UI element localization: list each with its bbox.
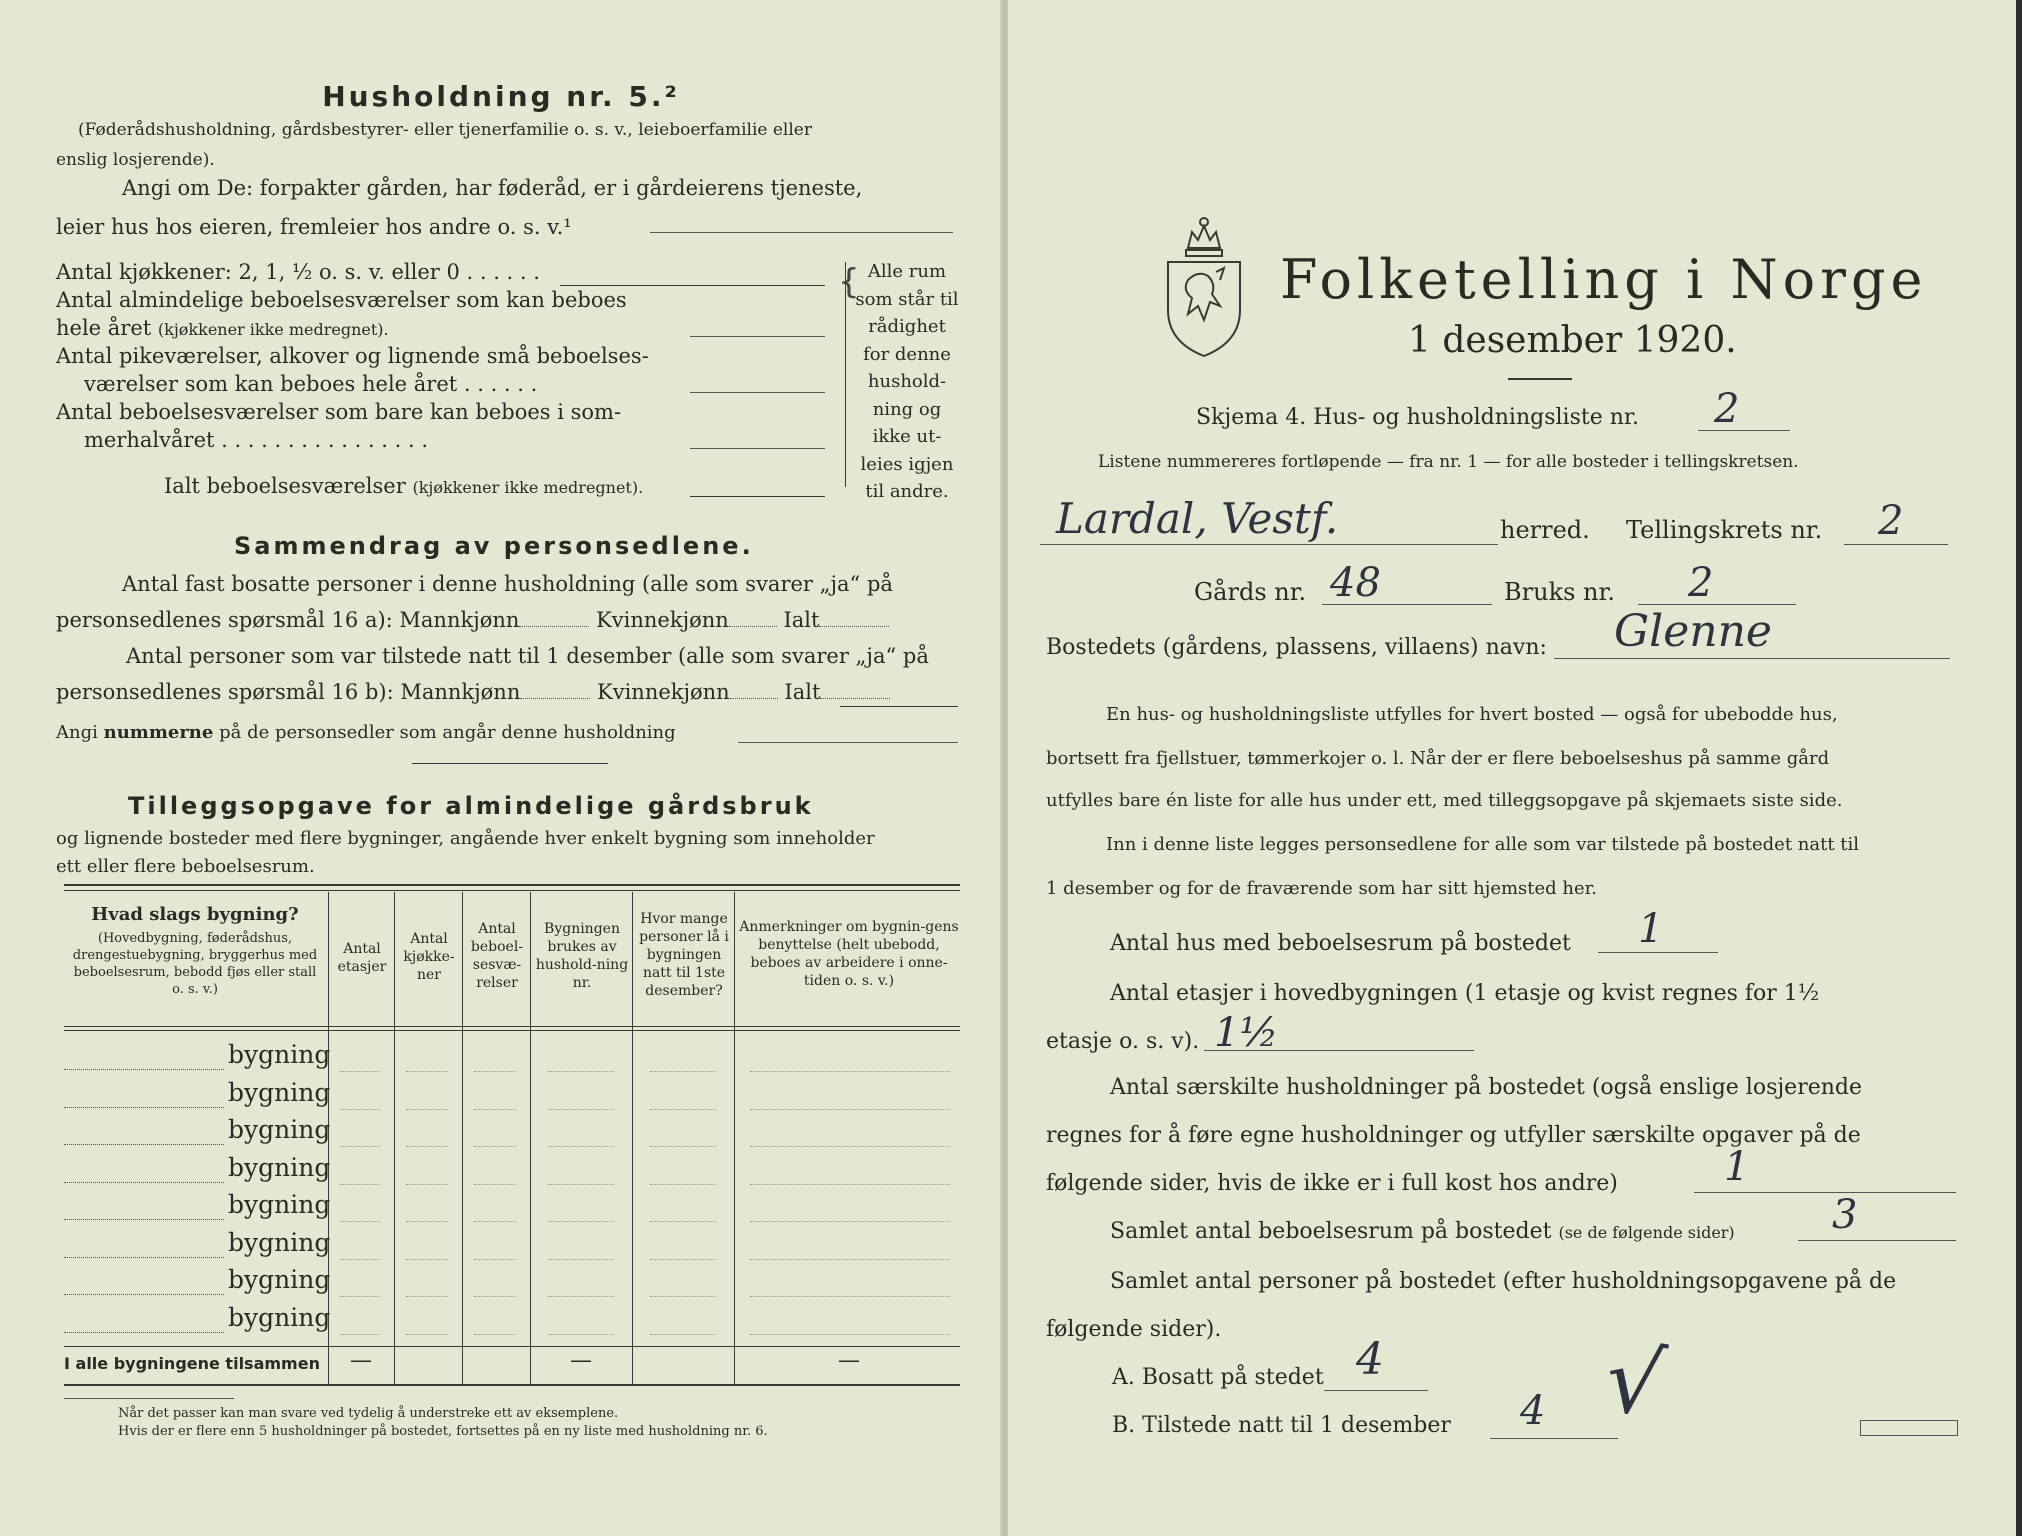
table-header-rule: [64, 1026, 960, 1027]
table-cell-line: [340, 1296, 380, 1297]
instruction-3: utfylles bare én liste for alle hus under ett, med tilleggsopgave på skjemaets siste side.: [1046, 790, 1843, 811]
table-row-answer-line: [64, 1144, 224, 1145]
schema-no-value: 2: [1714, 386, 1740, 432]
left-page: [0, 0, 1002, 1536]
side-note-line: rådighet: [868, 316, 946, 337]
q3-line: [1694, 1192, 1956, 1193]
table-cell-line: [406, 1334, 448, 1335]
table-cell-line: [750, 1109, 950, 1110]
table-cell-line: [340, 1071, 380, 1072]
table-cell-line: [548, 1259, 614, 1260]
table-cell-line: [650, 1071, 716, 1072]
table-cell-line: [474, 1296, 516, 1297]
numbered-note: Listene nummereres fortløpende — fra nr. 1 — for alle bosteder i tellingskretsen.: [1098, 452, 1799, 472]
household-note: (Føderådshusholdning, gårdsbestyrer- eller tjenerfamilie o. s. v., leieboerfamilie eller: [78, 120, 812, 140]
summary-line-1a: Antal fast bosatte personer i denne husholdning (alle som svarer „ja“ på: [122, 572, 893, 596]
tellingskrets-label: Tellingskrets nr.: [1626, 516, 1823, 544]
angi-numbers-line: [738, 742, 958, 743]
printer-stamp: [1860, 1420, 1958, 1436]
rooms3-label-a: Antal beboelsesværelser som bare kan beboes i som-: [56, 400, 622, 424]
side-note-line: ning og: [872, 398, 942, 420]
q1-label: Antal hus med beboelsesrum på bostedet: [1110, 931, 1571, 956]
q4-line: [1798, 1240, 1956, 1241]
table-cell-line: [750, 1184, 950, 1185]
header-remarks: Anmerkninger om bygnin-gens benyttelse (helt ubebodd, beboes av arbeidere i onne-tiden o. s. v.): [739, 919, 959, 989]
side-note-line: ikke ut-: [872, 426, 942, 447]
header-used-by: Bygningen brukes av hushold-ning nr.: [535, 921, 629, 991]
supplement-title: Tilleggsopgave for almindelige gårdsbruk: [128, 792, 814, 820]
table-cell-line: [406, 1221, 448, 1222]
bruks-line: [1638, 604, 1796, 605]
col-divider-4: [530, 892, 531, 1384]
coat-of-arms-icon: [1158, 210, 1250, 360]
table-cell-line: [406, 1109, 448, 1110]
table-cell-line: [548, 1146, 614, 1147]
table-top-rule-2: [64, 890, 960, 891]
table-cell-line: [406, 1259, 448, 1260]
footnote-rule: [64, 1398, 234, 1399]
table-top-rule: [64, 884, 960, 886]
table-cell-line: [340, 1259, 380, 1260]
qA-value: 4: [1356, 1334, 1384, 1385]
summary-line-2a: Antal personer som var tilstede natt til 1 desember (alle som svarer „ja“ på: [126, 644, 929, 668]
bruks-label: Bruks nr.: [1504, 578, 1615, 606]
angi-line-2: leier hus hos eieren, fremleier hos andre o. s. v.¹: [56, 215, 572, 239]
table-cell-line: [474, 1334, 516, 1335]
table-cell-line: [750, 1259, 950, 1260]
gards-label: Gårds nr.: [1194, 578, 1307, 606]
header-building-type-note: (Hovedbygning, føderådshus, drengestuebygning, bryggerhus med beboelsesrum, bebodd fjøs eller stall o. s. v.): [72, 931, 318, 997]
table-cell-line: [650, 1109, 716, 1110]
instruction-4: Inn i denne liste legges personsedlene for alle som var tilstede på bostedet natt til: [1106, 834, 1860, 855]
q2-label-a: Antal etasjer i hovedbygningen (1 etasje og kvist regnes for 1½: [1110, 981, 1820, 1006]
table-cell-line: [340, 1334, 380, 1335]
form-date: 1 desember 1920.: [1408, 320, 1737, 361]
q5-label-a: Samlet antal personer på bostedet (efter husholdningsopgavene på de: [1110, 1269, 1897, 1294]
herred-label: herred.: [1500, 516, 1590, 544]
brace-line: [845, 262, 846, 487]
side-note-line: for denne: [863, 343, 951, 365]
table-row-answer-line: [64, 1332, 224, 1333]
table-cell-line: [548, 1184, 614, 1185]
table-cell-line: [406, 1071, 448, 1072]
qA-label: A. Bosatt på stedet: [1112, 1365, 1324, 1390]
scan-edge: [2016, 0, 2022, 1536]
total-row-label: I alle bygningene tilsammen: [64, 1354, 320, 1373]
table-row-label: bygning: [228, 1302, 331, 1332]
summary-line-2b: personsedlenes spørsmål 16 b): Mannkjønn Kvinnekjønn Ialt: [56, 678, 890, 706]
summary-title: Sammendrag av personsedlene.: [234, 532, 754, 560]
angi-answer-line: [650, 232, 953, 233]
tellingskrets-value: 2: [1878, 498, 1904, 544]
q2-value: 1½: [1214, 1010, 1279, 1056]
col-divider-5: [632, 892, 633, 1384]
table-row-answer-line: [64, 1107, 224, 1108]
rooms1-label-a: Antal almindelige beboelsesværelser som kan beboes: [56, 288, 627, 312]
gards-line: [1322, 604, 1492, 605]
table-cell-line: [750, 1334, 950, 1335]
q3-label-a: Antal særskilte husholdninger på bostedet (også enslige losjerende: [1110, 1075, 1863, 1100]
bosted-line: [1554, 658, 1950, 659]
rooms1-answer-line: [690, 336, 825, 337]
table-cell-line: [650, 1259, 716, 1260]
right-page: [1008, 0, 2018, 1536]
title-divider: [1508, 378, 1572, 380]
q1-value: 1: [1638, 906, 1664, 952]
table-row-label: bygning: [228, 1190, 331, 1219]
total-dash-usedby: —: [570, 1348, 592, 1373]
header-rooms: Antal beboel-sesvæ-relser: [470, 921, 524, 991]
table-cell-line: [650, 1334, 716, 1335]
table-cell-line: [650, 1146, 716, 1147]
rooms2-label-b: værelser som kan beboes hele året . . . . . .: [84, 372, 538, 396]
q5-label-b: følgende sider).: [1046, 1317, 1222, 1342]
header-kitchens: Antal kjøkke-ner: [403, 931, 455, 983]
table-cell-line: [474, 1109, 516, 1110]
q2-label-b: etasje o. s. v).: [1046, 1029, 1200, 1054]
header-floors: Antal etasjer: [337, 941, 387, 975]
table-row-label: bygning: [228, 1152, 331, 1182]
table-row-answer-line: [64, 1182, 224, 1183]
table-cell-line: [750, 1071, 950, 1072]
household-title: Husholdning nr. 5.²: [322, 80, 680, 113]
rooms2-label-a: Antal pikeværelser, alkover og lignende små beboelses-: [56, 344, 649, 368]
checkmark-icon: √: [1598, 1326, 1671, 1439]
side-note-line: hushold-: [867, 371, 947, 392]
total-rooms-answer-line: [690, 496, 825, 497]
instruction-1: En hus- og husholdningsliste utfylles for hvert bosted — også for ubebodde hus,: [1106, 704, 1838, 725]
q4-value: 3: [1832, 1192, 1858, 1238]
table-cell-line: [406, 1184, 448, 1185]
brace-icon: {: [838, 262, 860, 302]
total-dash-floors: —: [350, 1348, 372, 1373]
tellingskrets-line: [1844, 544, 1948, 545]
table-header-rule-2: [64, 1030, 960, 1031]
qB-value: 4: [1520, 1388, 1546, 1434]
header-building-type: Hvad slags bygning?: [91, 904, 299, 925]
table-cell-line: [750, 1221, 950, 1222]
table-cell-line: [548, 1296, 614, 1297]
table-cell-line: [750, 1146, 950, 1147]
table-cell-line: [650, 1184, 716, 1185]
table-row-label: bygning: [228, 1040, 331, 1069]
schema-line: Skjema 4. Hus- og husholdningsliste nr.: [1196, 405, 1639, 430]
instruction-2: bortsett fra fjellstuer, tømmerkojer o. l. Når der er flere beboelseshus på samme gård: [1046, 748, 1830, 769]
total-dash-remarks: —: [838, 1348, 860, 1373]
table-cell-line: [474, 1071, 516, 1072]
table-row-label: bygning: [228, 1227, 331, 1257]
table-cell-line: [474, 1221, 516, 1222]
table-row-label: bygning: [228, 1115, 331, 1144]
table-cell-line: [548, 1334, 614, 1335]
table-cell-line: [406, 1146, 448, 1147]
col-divider-2: [394, 892, 395, 1384]
footnote-2: Hvis der er flere enn 5 husholdninger på bostedet, fortsettes på en ny liste med husholdning nr. 6.: [118, 1424, 768, 1439]
side-note-line: leies igjen: [860, 453, 954, 475]
table-cell-line: [548, 1071, 614, 1072]
qB-line: [1490, 1438, 1618, 1439]
supplement-line-1: og lignende bosteder med flere bygninger, angående hver enkelt bygning som inneholder: [56, 828, 875, 849]
rooms1-label-b: hele året (kjøkkener ikke medregnet).: [56, 316, 389, 340]
table-row-answer-line: [64, 1219, 224, 1220]
rooms2-answer-line: [690, 392, 825, 393]
summary-line-1b: personsedlenes spørsmål 16 a): Mannkjønn Kvinnekjønn Ialt: [56, 606, 889, 634]
angi-numbers: Angi nummerne på de personsedler som angår denne husholdning: [56, 722, 676, 743]
total-rooms-label: Ialt beboelsesværelser (kjøkkener ikke medregnet).: [164, 474, 644, 498]
col-divider-3: [462, 892, 463, 1384]
table-cell-line: [406, 1296, 448, 1297]
q1-line: [1598, 952, 1718, 953]
table-cell-line: [650, 1221, 716, 1222]
side-note-line: til andre.: [865, 481, 949, 502]
q3-label-c: følgende sider, hvis de ikke er i full kost hos andre): [1046, 1171, 1618, 1196]
supplement-line-2: ett eller flere beboelsesrum.: [56, 856, 315, 877]
summary-ialt-line: [840, 706, 958, 707]
side-note: [852, 258, 962, 506]
table-cell-line: [340, 1184, 380, 1185]
table-cell-line: [750, 1296, 950, 1297]
table-total-top-rule: [64, 1346, 960, 1347]
table-cell-line: [340, 1221, 380, 1222]
table-cell-line: [548, 1221, 614, 1222]
rooms3-answer-line: [690, 448, 825, 449]
kitchens-label: Antal kjøkkener: 2, 1, ½ o. s. v. eller 0 . . . . . .: [56, 260, 540, 284]
table-cell-line: [474, 1184, 516, 1185]
qA-line: [1324, 1390, 1428, 1391]
table-cell-line: [650, 1296, 716, 1297]
instruction-5: 1 desember og for de fraværende som har sitt hjemsted her.: [1046, 878, 1597, 899]
form-title: Folketelling i Norge: [1280, 248, 1928, 311]
q4-label: Samlet antal beboelsesrum på bostedet (se de følgende sider): [1110, 1219, 1735, 1244]
table-row-answer-line: [64, 1257, 224, 1258]
bosted-label: Bostedets (gårdens, plassens, villaens) navn:: [1046, 635, 1547, 660]
table-row-answer-line: [64, 1294, 224, 1295]
bosted-value: Glenne: [1614, 606, 1772, 657]
q2-line: [1204, 1050, 1474, 1051]
table-cell-line: [474, 1146, 516, 1147]
footnote-1: Når det passer kan man svare ved tydelig å understreke ett av eksemplene.: [118, 1406, 619, 1421]
household-note-2: enslig losjerende).: [56, 150, 215, 170]
table-row-answer-line: [64, 1069, 224, 1070]
gards-value: 48: [1330, 560, 1381, 606]
bruks-value: 2: [1688, 560, 1714, 606]
side-note-line: Alle rum: [867, 261, 947, 282]
table-cell-line: [340, 1146, 380, 1147]
rooms3-label-b: merhalvåret . . . . . . . . . . . . . . . .: [84, 428, 429, 452]
side-note-line: som står til: [855, 288, 959, 310]
table-cell-line: [548, 1109, 614, 1110]
header-persons: Hvor mange personer lå i bygningen natt til 1ste desember?: [639, 911, 729, 999]
table-row-label: bygning: [228, 1077, 331, 1107]
table-bottom-rule: [64, 1384, 960, 1386]
table-row-label: bygning: [228, 1265, 331, 1294]
col-divider-6: [734, 892, 735, 1384]
summary-divider: [412, 763, 608, 764]
schema-no-line: [1698, 430, 1790, 431]
q3-value: 1: [1724, 1144, 1750, 1190]
table-cell-line: [474, 1259, 516, 1260]
herred-line: [1040, 544, 1498, 545]
q3-label-b: regnes for å føre egne husholdninger og utfyller særskilte opgaver på de: [1046, 1123, 1861, 1148]
herred-value: Lardal, Vestf.: [1056, 494, 1339, 543]
table-cell-line: [340, 1109, 380, 1110]
angi-line-1: Angi om De: forpakter gården, har føderåd, er i gårdeierens tjeneste,: [122, 176, 863, 200]
qB-label: B. Tilstede natt til 1 desember: [1112, 1413, 1451, 1438]
